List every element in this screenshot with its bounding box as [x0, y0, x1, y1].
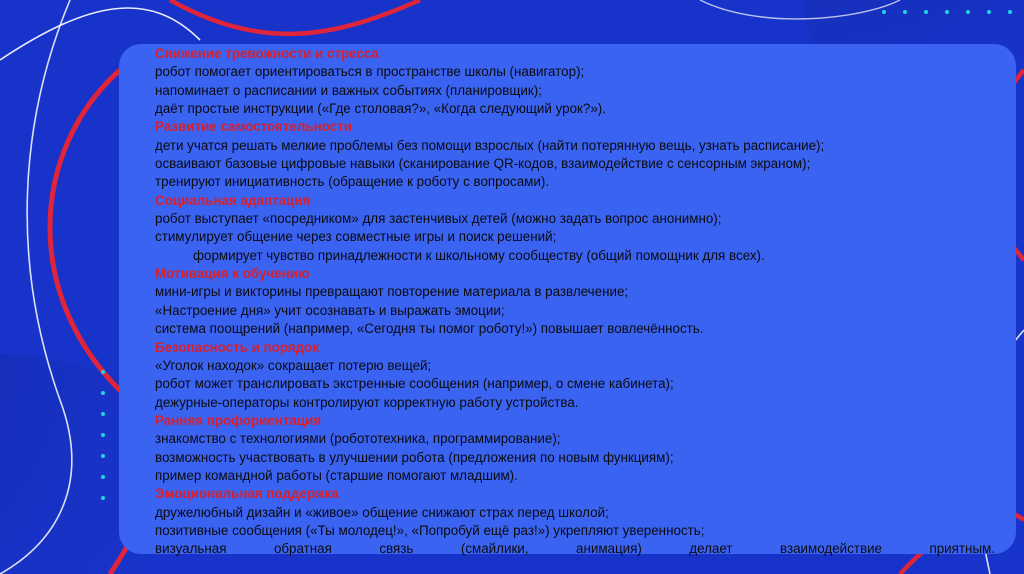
bullet-line: дружелюбный дизайн и «живое» общение снижают страх перед школой; [155, 504, 609, 520]
bullet-line: пример командной работы (старшие помогают младшим). [155, 467, 518, 483]
section-heading: Безопасность и порядок [155, 339, 320, 355]
bullet-line: «Уголок находок» сокращает потерю вещей; [155, 357, 432, 373]
bullet-line: визуальная обратная связь (смайлики, анимация) делает взаимодействие приятным. [155, 541, 995, 557]
bullet-line: формирует чувство принадлежности к школьному сообществу (общий помощник для всех). [193, 247, 765, 263]
bullet-line: робот помогает ориентироваться в пространстве школы (навигатор); [155, 64, 585, 80]
bullet-line: тренируют инициативность (обращение к роботу с вопросами). [155, 174, 550, 190]
bullet-line: возможность участвовать в улучшении робота (предложения по новым функциям); [155, 449, 674, 465]
section-heading: Снижение тревожности и стресса [155, 46, 379, 61]
section-heading: Социальная адаптация [155, 192, 311, 208]
bullet-line: напоминает о расписании и важных событиях (планировщик); [155, 82, 542, 98]
bullet-line: даёт простые инструкции («Где столовая?», «Когда следующий урок?»). [155, 101, 606, 117]
bullet-line: робот может транслировать экстренные сообщения (например, о смене кабинета); [155, 376, 674, 392]
bullet-line: робот выступает «посредником» для застенчивых детей (можно задать вопрос анонимно); [155, 211, 722, 227]
bullet-line: «Настроение дня» учит осознавать и выражать эмоции; [155, 302, 505, 318]
bullet-line: знакомство с технологиями (робототехника, программирование); [155, 431, 561, 447]
bullet-line: осваивают базовые цифровые навыки (сканирование QR-кодов, взаимодействие с сенсорным экраном); [155, 156, 811, 172]
bullet-line: мини-игры и викторины превращают повторение материала в развлечение; [155, 284, 629, 300]
content-panel [119, 44, 1016, 557]
bullet-line: стимулирует общение через совместные игры и поиск решений; [155, 229, 557, 245]
bullet-line: дежурные-операторы контролируют корректную работу устройства. [155, 394, 579, 410]
bullet-line: позитивные сообщения («Ты молодец!», «Попробуй ещё раз!») укрепляют уверенность; [155, 522, 705, 538]
section-heading: Ранняя профориентация [155, 412, 322, 428]
bullet-line: система поощрений (например, «Сегодня ты помог роботу!») повышает вовлечённость. [155, 321, 704, 337]
section-heading: Мотивация к обучению [155, 266, 310, 282]
red-curve-top [170, 0, 420, 34]
section-heading: Развитие самостоятельности [155, 119, 352, 135]
bullet-line: дети учатся решать мелкие проблемы без помощи взрослых (найти потерянную вещь, узнать расписание); [155, 137, 825, 153]
section-heading: Эмоциональная поддержка [155, 486, 339, 502]
